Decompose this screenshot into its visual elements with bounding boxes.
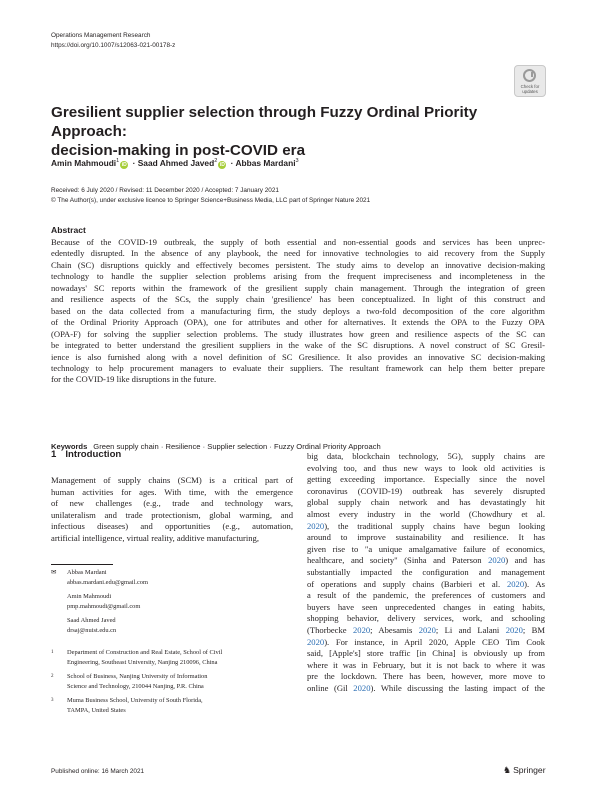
text-segment: coronavirus (COVID-19) outbreak has severely disrupted: [307, 485, 545, 496]
affiliation-line: School of Business, Nanjing University of Information: [67, 673, 208, 680]
text-segment: given rise to "a unique amalgamative failure of economics,: [307, 543, 545, 554]
text-line: [307, 648, 545, 660]
keywords-text: Green supply chain · Resilience · Supplier selection · Fuzzy Ordinal Priority Approach: [93, 442, 381, 451]
publication-dates: [51, 186, 370, 206]
text-line: infectious diseases) and opportunities (e.g., automation,: [51, 521, 293, 532]
text-segment: a result of the pandemic, the preferences of customers and: [307, 590, 545, 601]
text-segment: ) and has: [505, 555, 545, 566]
abstract-heading: Abstract: [51, 225, 86, 235]
text-segment: said, [Apple's] store traffic [in China] is obviously up from: [307, 648, 545, 659]
published-online: Published online: 16 March 2021: [51, 768, 145, 775]
text-segment: pre the lockdown. There has been, however, more move to: [307, 671, 545, 682]
publisher-name: Springer: [513, 765, 546, 775]
text-segment: healthcare, and society" (Sinha and Paterson: [307, 555, 489, 566]
text-line: for the COVID-19 like disruptions in the future.: [51, 374, 217, 385]
text-line: [307, 509, 545, 521]
affiliation-line: Engineering, Southeast University, Nanjing 210096, China: [67, 658, 218, 666]
text-segment: ), the traditional supply chains have begun looking: [324, 520, 545, 531]
text-segment: almost every industry in the world (Chowdhury et al.: [307, 508, 545, 519]
section-number: 1: [51, 449, 57, 460]
affiliation-number: 1: [51, 650, 54, 655]
text-segment: substantially impacted the configuration and management: [307, 566, 545, 577]
text-line: [307, 544, 545, 556]
text-line: [307, 497, 545, 509]
text-line: ience is also furnished along with a novel definition of SC Gresilience. It also provides an innovative SC decision-making: [51, 351, 545, 362]
text-line: [307, 613, 545, 625]
text-line: [307, 555, 545, 567]
text-line: Management of supply chains (SCM) is a critical part of: [51, 475, 293, 485]
text-line: [307, 683, 545, 695]
text-line: [307, 660, 545, 672]
affiliation-line: Department of Construction and Real Estate, School of Civil: [67, 649, 223, 656]
abstract-body: [51, 237, 545, 386]
journal-name: Operations Management Research: [51, 32, 151, 39]
contact-entry: [67, 568, 267, 587]
badge-line: Check for: [520, 84, 540, 89]
check-for-updates-badge[interactable]: [514, 65, 546, 97]
text-line: [307, 579, 545, 591]
title-line: Gresilient supplier selection through Fuzzy Ordinal Priority Approach:: [51, 104, 478, 140]
contact-name: Saad Ahmed Javed: [67, 617, 116, 624]
text-line: [307, 486, 545, 498]
badge-line: updates: [522, 89, 538, 94]
text-line: Because of the COVID-19 outbreak, the supply of both essential and non-essential goods and services has been unprec-: [51, 237, 545, 247]
text-line: [307, 671, 545, 683]
text-line: [307, 602, 545, 614]
text-line: of the Ordinal Priority Approach (OPA), one for attributes and other for alternatives. It extends the OPA to the Fuzzy OPA: [51, 317, 545, 328]
text-line: of new challenges (e.g., trade and technology wars,: [51, 498, 293, 509]
text-line: [307, 463, 545, 475]
citation-link[interactable]: 2020: [418, 624, 436, 635]
title-line: decision-making in post-COVID era: [51, 142, 306, 159]
text-segment: (Thorbecke: [307, 624, 353, 635]
text-line: [307, 567, 545, 579]
contact-email[interactable]: drsaj@nuist.edu.cn: [67, 626, 117, 634]
text-line: [307, 521, 545, 533]
contact-name: Amin Mahmoudi: [67, 593, 112, 600]
contact-name: Abbas Mardani: [67, 569, 107, 576]
received-dates: Received: 6 July 2020 / Revised: 11 December 2020 / Accepted: 7 January 2021: [51, 187, 279, 194]
section-title: Introduction: [65, 449, 122, 460]
citation-link[interactable]: 2020: [505, 624, 523, 635]
affiliation-line: Science and Technology, 210044 Nanjing, P.R. China: [67, 682, 204, 690]
affiliation-number: 2: [51, 674, 54, 679]
text-segment: buyers have seen unprecedented changes in eating habits,: [307, 601, 545, 612]
text-line: nowadays' SC reports within the framework of the gresilient supply chain management. Through the integration of green: [51, 282, 545, 293]
text-segment: ; Li and Lalani: [435, 624, 506, 635]
text-line: unilateralism and trade protectionism, global warming, and: [51, 509, 293, 520]
text-segment: online (Gil: [307, 682, 354, 693]
text-line: Chain (SC) disruptions quickly and effectively becomes persistent. The study aims to develop an innovative decision-making: [51, 259, 545, 270]
author-name[interactable]: Saad Ahmed Javed: [137, 157, 215, 168]
text-line: [307, 532, 545, 544]
citation-link[interactable]: 2020: [352, 624, 371, 635]
text-segment: ; Abesamis: [370, 624, 419, 635]
citation-link[interactable]: 2020: [353, 682, 371, 693]
text-line: (OPA-F) for solving the supplier selection problems. The study illustrates how green and resilience aspects of the SC can: [51, 328, 545, 339]
text-segment: evolving too, and thus new ways to look old activities is: [307, 462, 545, 473]
affiliation-line: Muma Business School, University of South Florida,: [67, 697, 203, 704]
text-line: [307, 451, 545, 463]
text-line: artificial intelligence, virtual reality, additive manufacturing,: [51, 532, 259, 543]
footnote-divider: [51, 564, 113, 565]
text-line: technology to handle the supplier selection problems arising from the frequent impreciseness and incompleteness in the: [51, 271, 545, 282]
contact-email[interactable]: abbas.mardani.edu@gmail.com: [67, 578, 148, 586]
author-name[interactable]: Abbas Mardani: [235, 157, 296, 168]
text-line: technology to help procurement managers to evaluate their suppliers. The resultant framework can help them better prepare: [51, 362, 545, 373]
section-heading-introduction: [51, 448, 121, 462]
affiliation-line: TAMPA, United States: [67, 706, 126, 714]
text-segment: ). While discussing the lasting impact of the: [370, 682, 545, 693]
orcid-icon[interactable]: iD: [121, 161, 127, 168]
keywords-label: Keywords: [51, 442, 88, 451]
paper-title: [51, 103, 551, 160]
text-line: [307, 474, 545, 486]
intro-right-column: [307, 451, 545, 694]
text-segment: global supply chain network and has devastatingly hit: [307, 497, 545, 508]
contact-entry: [67, 592, 267, 611]
text-segment: big data, blockchain technology, 5G), supply chains are: [307, 451, 545, 461]
text-line: human activities for ages. With time, with the emergence: [51, 486, 293, 497]
orcid-icon[interactable]: iD: [219, 161, 225, 168]
journal-header: [51, 31, 175, 51]
author-affiliation-mark: 1: [116, 158, 120, 164]
author-list: [51, 155, 299, 169]
publisher-logo: [503, 764, 546, 776]
doi-link[interactable]: https://doi.org/10.1007/s12063-021-00178-z: [51, 42, 176, 49]
text-line: based on the data collected from a manufacturing firm, the study deploys a two-fold decomposition of the core algorithm: [51, 305, 545, 316]
copyright-line: © The Author(s), under exclusive licence to Springer Science+Business Media, LLC part of Springer Nature 2021: [51, 197, 371, 204]
text-segment: ; BM: [522, 624, 545, 635]
text-line: edentedly disrupted. In the absence of any playbook, the need for innovative technologies to aid recovery from the Supply: [51, 248, 545, 259]
citation-link[interactable]: 2020: [488, 555, 506, 566]
springer-horse-icon: ♞: [503, 765, 512, 775]
author-affiliation-mark: 2: [214, 158, 218, 164]
text-segment: ). As: [524, 578, 545, 589]
affiliation-number: 3: [51, 698, 54, 703]
text-segment: of operations and supply chains (Barbieri et al.: [307, 578, 507, 589]
text-segment: where it was in February, but it is not back to where it was: [307, 659, 545, 670]
author-affiliation-mark: 3: [295, 158, 299, 164]
envelope-icon: ✉: [51, 569, 57, 576]
intro-left-column: [51, 475, 293, 545]
author-separator: ·: [130, 157, 138, 168]
author-name[interactable]: Amin Mahmoudi: [51, 157, 117, 168]
contact-entry: [67, 616, 267, 635]
author-separator: ·: [228, 157, 236, 168]
text-line: [307, 637, 545, 649]
citation-link[interactable]: 2020: [506, 578, 525, 589]
citation-link[interactable]: 2020: [307, 520, 325, 531]
contact-email[interactable]: pmp.mahmoudi@gmail.com: [67, 602, 141, 610]
text-segment: ). For instance, in April 2020, Apple CEO Tim Cook: [324, 636, 545, 647]
refresh-icon: [523, 69, 536, 82]
text-line: be integrated to better understand the gresilient suppliers in the wake of the SC disruptions. A novel construct of SC Gresil-: [51, 340, 545, 351]
text-segment: around to improve sustainability and resilience. It has: [307, 532, 545, 543]
text-line: and resilience aspects of the SCs, the supply chain 'gresilience' has been conceptualized. In light of this construct and: [51, 294, 545, 305]
citation-link[interactable]: 2020: [307, 636, 325, 647]
text-line: [307, 590, 545, 602]
text-segment: getting exceeding importance. Especially since the novel: [307, 474, 545, 485]
text-segment: shopping behavior, delivery services, work, and schooling: [307, 613, 545, 624]
text-line: [307, 625, 545, 637]
